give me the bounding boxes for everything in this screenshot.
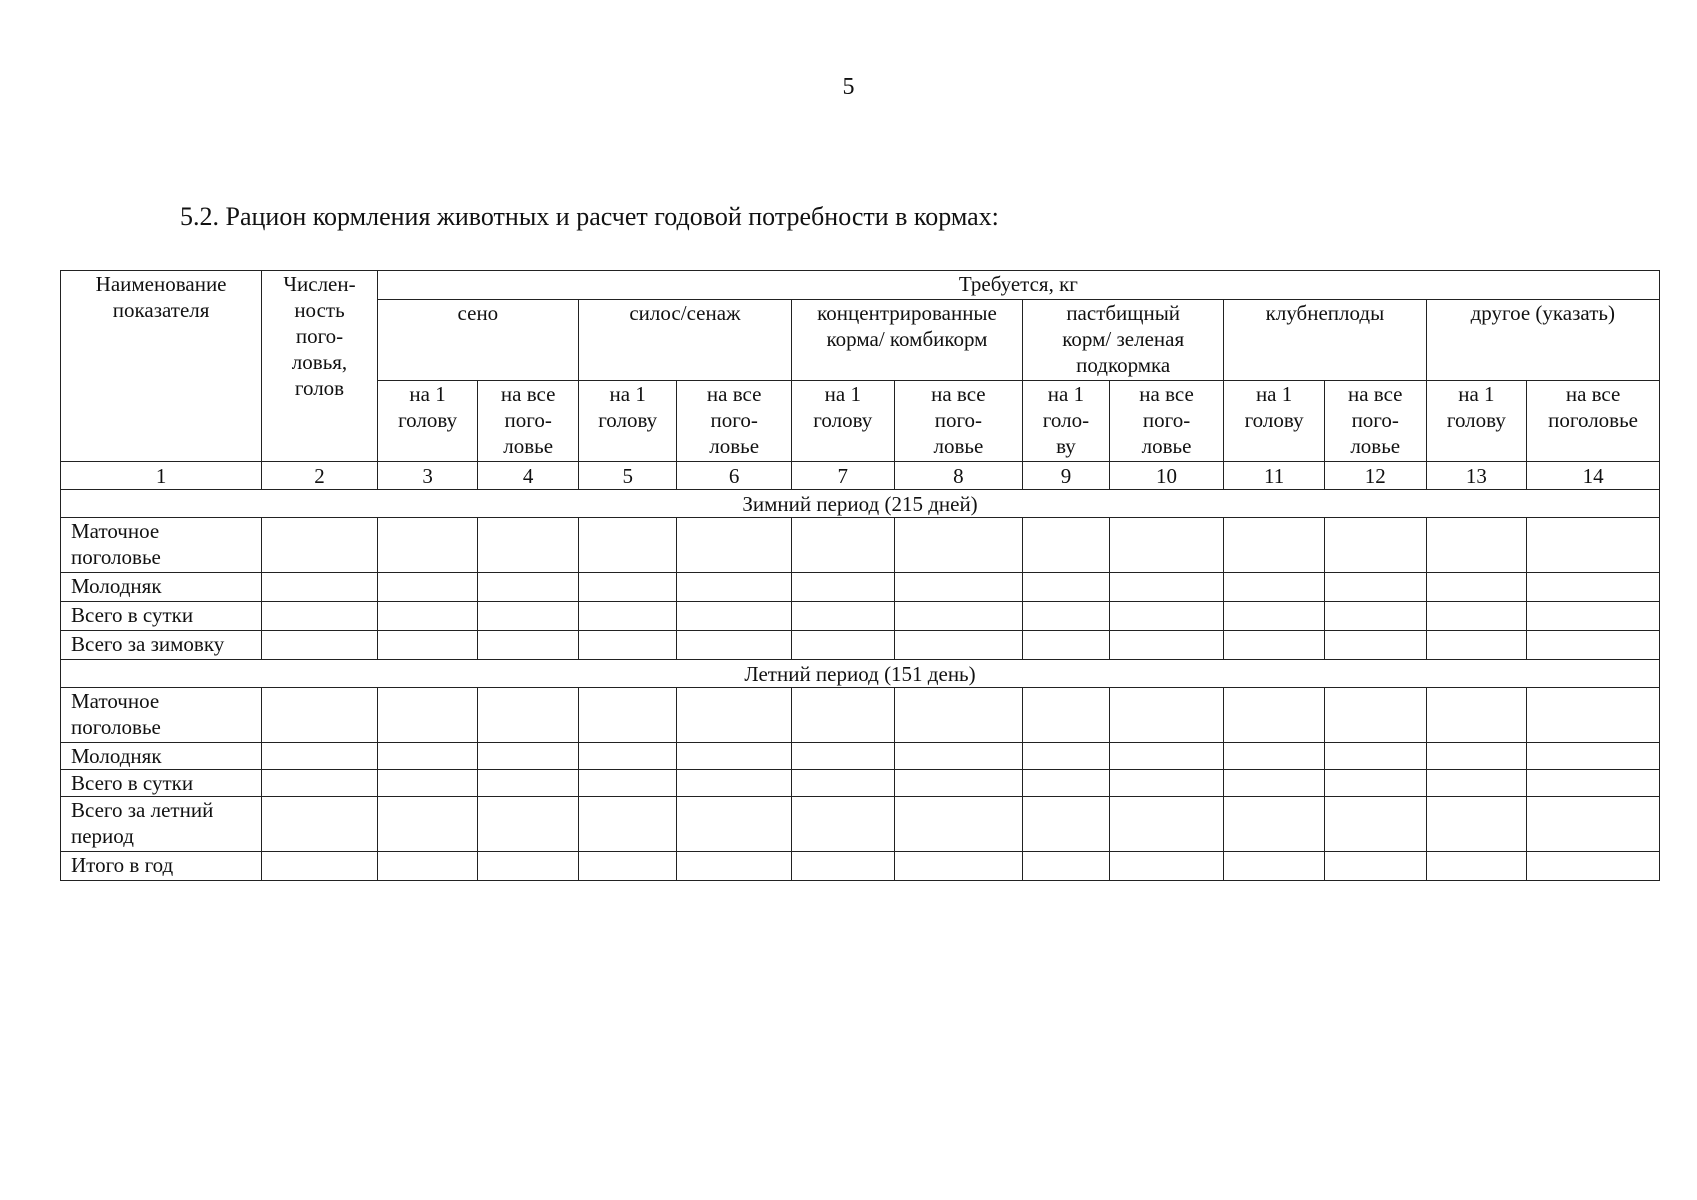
subhead-per-head: на 1 голову bbox=[1426, 381, 1527, 462]
column-number: 12 bbox=[1324, 462, 1426, 490]
column-number: 7 bbox=[791, 462, 894, 490]
table-cell-col-5[interactable] bbox=[578, 770, 676, 797]
section-title: 5.2. Рацион кормления животных и расчет годовой потребности в кормах: bbox=[180, 202, 999, 231]
subhead-total: на все пого- ловье bbox=[894, 381, 1022, 462]
table-cell-col-12[interactable] bbox=[1324, 797, 1426, 852]
table-row bbox=[61, 518, 1660, 573]
table-cell-col-11[interactable] bbox=[1224, 573, 1325, 602]
table-cell-col-7[interactable] bbox=[791, 797, 894, 852]
column-number: 1 bbox=[61, 462, 262, 490]
table-row bbox=[61, 631, 1660, 660]
table-cell-col-8[interactable] bbox=[894, 602, 1022, 631]
table-cell-col-12[interactable] bbox=[1324, 518, 1426, 573]
table-cell-col-12[interactable] bbox=[1324, 743, 1426, 770]
table-cell-col-11[interactable] bbox=[1224, 852, 1325, 881]
table-cell-col-4[interactable] bbox=[478, 602, 579, 631]
table-cell-col-10[interactable] bbox=[1109, 602, 1224, 631]
table-cell-col-7[interactable] bbox=[791, 852, 894, 881]
table-cell-col-5[interactable] bbox=[578, 573, 676, 602]
row-label: Всего в сутки bbox=[61, 602, 262, 631]
table-cell-col-4[interactable] bbox=[478, 573, 579, 602]
group-other: другое (указать) bbox=[1426, 300, 1659, 381]
table-cell-col-12[interactable] bbox=[1324, 852, 1426, 881]
summer-period-label: Летний период (151 день) bbox=[61, 660, 1660, 688]
column-number: 14 bbox=[1527, 462, 1660, 490]
row-label: Молодняк bbox=[61, 573, 262, 602]
table-cell-col-7[interactable] bbox=[791, 688, 894, 743]
table-cell-col-2[interactable] bbox=[262, 743, 378, 770]
column-number: 13 bbox=[1426, 462, 1527, 490]
header-required: Требуется, кг bbox=[377, 271, 1659, 300]
table-cell-col-11[interactable] bbox=[1224, 631, 1325, 660]
table-cell-col-14[interactable] bbox=[1527, 602, 1660, 631]
table-cell-col-5[interactable] bbox=[578, 602, 676, 631]
table-cell-col-12[interactable] bbox=[1324, 573, 1426, 602]
ration-table bbox=[60, 270, 1660, 881]
table-cell-col-6[interactable] bbox=[677, 743, 792, 770]
row-label: Маточное поголовье bbox=[61, 688, 262, 743]
group-hay: сено bbox=[377, 300, 578, 381]
row-label: Всего за летний период bbox=[61, 797, 262, 852]
subhead-per-head: на 1 голову bbox=[377, 381, 478, 462]
table-cell-col-14[interactable] bbox=[1527, 743, 1660, 770]
subhead-total: на все пого- ловье bbox=[1324, 381, 1426, 462]
table-cell-col-8[interactable] bbox=[894, 688, 1022, 743]
table-cell-col-8[interactable] bbox=[894, 797, 1022, 852]
table-cell-col-7[interactable] bbox=[791, 743, 894, 770]
table-row bbox=[61, 852, 1660, 881]
table-cell-col-3[interactable] bbox=[377, 631, 478, 660]
table-cell-col-14[interactable] bbox=[1527, 573, 1660, 602]
table-cell-col-6[interactable] bbox=[677, 797, 792, 852]
column-number: 10 bbox=[1109, 462, 1224, 490]
table-cell-col-11[interactable] bbox=[1224, 602, 1325, 631]
column-number: 3 bbox=[377, 462, 478, 490]
table-row bbox=[61, 688, 1660, 743]
table-row bbox=[61, 797, 1660, 852]
subhead-total: на все пого- ловье bbox=[677, 381, 792, 462]
table-cell-col-2[interactable] bbox=[262, 852, 378, 881]
row-label: Всего в сутки bbox=[61, 770, 262, 797]
table-cell-col-3[interactable] bbox=[377, 770, 478, 797]
table-cell-col-4[interactable] bbox=[478, 688, 579, 743]
table-cell-col-10[interactable] bbox=[1109, 797, 1224, 852]
column-number: 8 bbox=[894, 462, 1022, 490]
table-cell-col-8[interactable] bbox=[894, 631, 1022, 660]
table-cell-col-2[interactable] bbox=[262, 631, 378, 660]
table-cell-col-11[interactable] bbox=[1224, 518, 1325, 573]
table-cell-col-13[interactable] bbox=[1426, 573, 1527, 602]
column-numbers-row bbox=[61, 462, 1660, 490]
table-cell-col-2[interactable] bbox=[262, 797, 378, 852]
table-cell-col-12[interactable] bbox=[1324, 688, 1426, 743]
table-cell-col-7[interactable] bbox=[791, 770, 894, 797]
table-cell-col-10[interactable] bbox=[1109, 770, 1224, 797]
table-cell-col-5[interactable] bbox=[578, 797, 676, 852]
table-cell-col-5[interactable] bbox=[578, 631, 676, 660]
winter-period-label: Зимний период (215 дней) bbox=[61, 490, 1660, 518]
table-cell-col-8[interactable] bbox=[894, 770, 1022, 797]
subhead-total: на все поголовье bbox=[1527, 381, 1660, 462]
summer-period-row bbox=[61, 660, 1660, 688]
subhead-total: на все пого- ловье bbox=[1109, 381, 1224, 462]
table-cell-col-9[interactable] bbox=[1023, 743, 1110, 770]
table-cell-col-8[interactable] bbox=[894, 573, 1022, 602]
table-cell-col-6[interactable] bbox=[677, 573, 792, 602]
table-cell-col-6[interactable] bbox=[677, 518, 792, 573]
table-cell-col-3[interactable] bbox=[377, 743, 478, 770]
table-cell-col-8[interactable] bbox=[894, 743, 1022, 770]
table-cell-col-4[interactable] bbox=[478, 797, 579, 852]
column-number: 11 bbox=[1224, 462, 1325, 490]
table-cell-col-13[interactable] bbox=[1426, 631, 1527, 660]
table-cell-col-8[interactable] bbox=[894, 518, 1022, 573]
table-cell-col-4[interactable] bbox=[478, 852, 579, 881]
row-label: Всего за зимовку bbox=[61, 631, 262, 660]
table-cell-col-14[interactable] bbox=[1527, 770, 1660, 797]
table-cell-col-13[interactable] bbox=[1426, 688, 1527, 743]
column-number: 5 bbox=[578, 462, 676, 490]
table-cell-col-10[interactable] bbox=[1109, 631, 1224, 660]
table-cell-col-4[interactable] bbox=[478, 631, 579, 660]
table-cell-col-12[interactable] bbox=[1324, 602, 1426, 631]
group-concentrates: концентрированные корма/ комбикорм bbox=[791, 300, 1022, 381]
table-cell-col-9[interactable] bbox=[1023, 518, 1110, 573]
table-cell-col-10[interactable] bbox=[1109, 573, 1224, 602]
table-cell-col-13[interactable] bbox=[1426, 602, 1527, 631]
table-cell-col-11[interactable] bbox=[1224, 770, 1325, 797]
table-cell-col-9[interactable] bbox=[1023, 688, 1110, 743]
table-cell-col-14[interactable] bbox=[1527, 688, 1660, 743]
column-number: 9 bbox=[1023, 462, 1110, 490]
group-root-crops: клубнеплоды bbox=[1224, 300, 1426, 381]
column-number: 4 bbox=[478, 462, 579, 490]
header-name: Наименование показателя bbox=[61, 271, 262, 462]
group-pasture: пастбищный корм/ зеленая подкормка bbox=[1023, 300, 1224, 381]
table-cell-col-5[interactable] bbox=[578, 688, 676, 743]
table-cell-col-6[interactable] bbox=[677, 631, 792, 660]
table-cell-col-6[interactable] bbox=[677, 688, 792, 743]
table-row bbox=[61, 743, 1660, 770]
table-cell-col-3[interactable] bbox=[377, 602, 478, 631]
table-cell-col-5[interactable] bbox=[578, 852, 676, 881]
table-cell-col-11[interactable] bbox=[1224, 743, 1325, 770]
header-row-1 bbox=[61, 271, 1660, 300]
subhead-total: на все пого- ловье bbox=[478, 381, 579, 462]
row-label: Итого в год bbox=[61, 852, 262, 881]
table-cell-col-11[interactable] bbox=[1224, 688, 1325, 743]
table-cell-col-7[interactable] bbox=[791, 518, 894, 573]
table-cell-col-10[interactable] bbox=[1109, 688, 1224, 743]
table-cell-col-9[interactable] bbox=[1023, 770, 1110, 797]
table-row bbox=[61, 602, 1660, 631]
table-cell-col-2[interactable] bbox=[262, 602, 378, 631]
group-silage: силос/сенаж bbox=[578, 300, 791, 381]
table-cell-col-6[interactable] bbox=[677, 770, 792, 797]
subhead-per-head: на 1 голову bbox=[578, 381, 676, 462]
table-cell-col-3[interactable] bbox=[377, 573, 478, 602]
table-row bbox=[61, 573, 1660, 602]
row-label: Маточное поголовье bbox=[61, 518, 262, 573]
table-cell-col-10[interactable] bbox=[1109, 743, 1224, 770]
table-cell-col-7[interactable] bbox=[791, 631, 894, 660]
table-cell-col-14[interactable] bbox=[1527, 852, 1660, 881]
header-count: Числен- ность пого- ловья, голов bbox=[262, 271, 378, 462]
table-cell-col-7[interactable] bbox=[791, 602, 894, 631]
table-cell-col-10[interactable] bbox=[1109, 518, 1224, 573]
table-cell-col-13[interactable] bbox=[1426, 743, 1527, 770]
table-cell-col-2[interactable] bbox=[262, 518, 378, 573]
table-row bbox=[61, 770, 1660, 797]
table-cell-col-3[interactable] bbox=[377, 518, 478, 573]
table-cell-col-14[interactable] bbox=[1527, 797, 1660, 852]
page-number: 5 bbox=[842, 74, 855, 100]
table-cell-col-13[interactable] bbox=[1426, 770, 1527, 797]
table-cell-col-9[interactable] bbox=[1023, 797, 1110, 852]
table-cell-col-9[interactable] bbox=[1023, 631, 1110, 660]
table-cell-col-2[interactable] bbox=[262, 573, 378, 602]
table-cell-col-8[interactable] bbox=[894, 852, 1022, 881]
table-cell-col-7[interactable] bbox=[791, 573, 894, 602]
row-label: Молодняк bbox=[61, 743, 262, 770]
table-cell-col-3[interactable] bbox=[377, 688, 478, 743]
subhead-per-head: на 1 голо- ву bbox=[1023, 381, 1110, 462]
table-cell-col-4[interactable] bbox=[478, 518, 579, 573]
column-number: 6 bbox=[677, 462, 792, 490]
table-cell-col-9[interactable] bbox=[1023, 852, 1110, 881]
table-cell-col-9[interactable] bbox=[1023, 573, 1110, 602]
subhead-per-head: на 1 голову bbox=[791, 381, 894, 462]
table-cell-col-5[interactable] bbox=[578, 518, 676, 573]
table-cell-col-13[interactable] bbox=[1426, 518, 1527, 573]
table-cell-col-6[interactable] bbox=[677, 602, 792, 631]
winter-period-row bbox=[61, 490, 1660, 518]
table-cell-col-5[interactable] bbox=[578, 743, 676, 770]
table-cell-col-2[interactable] bbox=[262, 770, 378, 797]
table-cell-col-2[interactable] bbox=[262, 688, 378, 743]
table-cell-col-10[interactable] bbox=[1109, 852, 1224, 881]
table-cell-col-14[interactable] bbox=[1527, 631, 1660, 660]
column-number: 2 bbox=[262, 462, 378, 490]
table-cell-col-13[interactable] bbox=[1426, 797, 1527, 852]
table-cell-col-9[interactable] bbox=[1023, 602, 1110, 631]
table-cell-col-3[interactable] bbox=[377, 797, 478, 852]
table-cell-col-4[interactable] bbox=[478, 743, 579, 770]
table-cell-col-6[interactable] bbox=[677, 852, 792, 881]
table-cell-col-12[interactable] bbox=[1324, 631, 1426, 660]
table-cell-col-14[interactable] bbox=[1527, 518, 1660, 573]
subhead-per-head: на 1 голову bbox=[1224, 381, 1325, 462]
table-cell-col-3[interactable] bbox=[377, 852, 478, 881]
table-cell-col-12[interactable] bbox=[1324, 770, 1426, 797]
table-cell-col-4[interactable] bbox=[478, 770, 579, 797]
table-cell-col-11[interactable] bbox=[1224, 797, 1325, 852]
table-cell-col-13[interactable] bbox=[1426, 852, 1527, 881]
